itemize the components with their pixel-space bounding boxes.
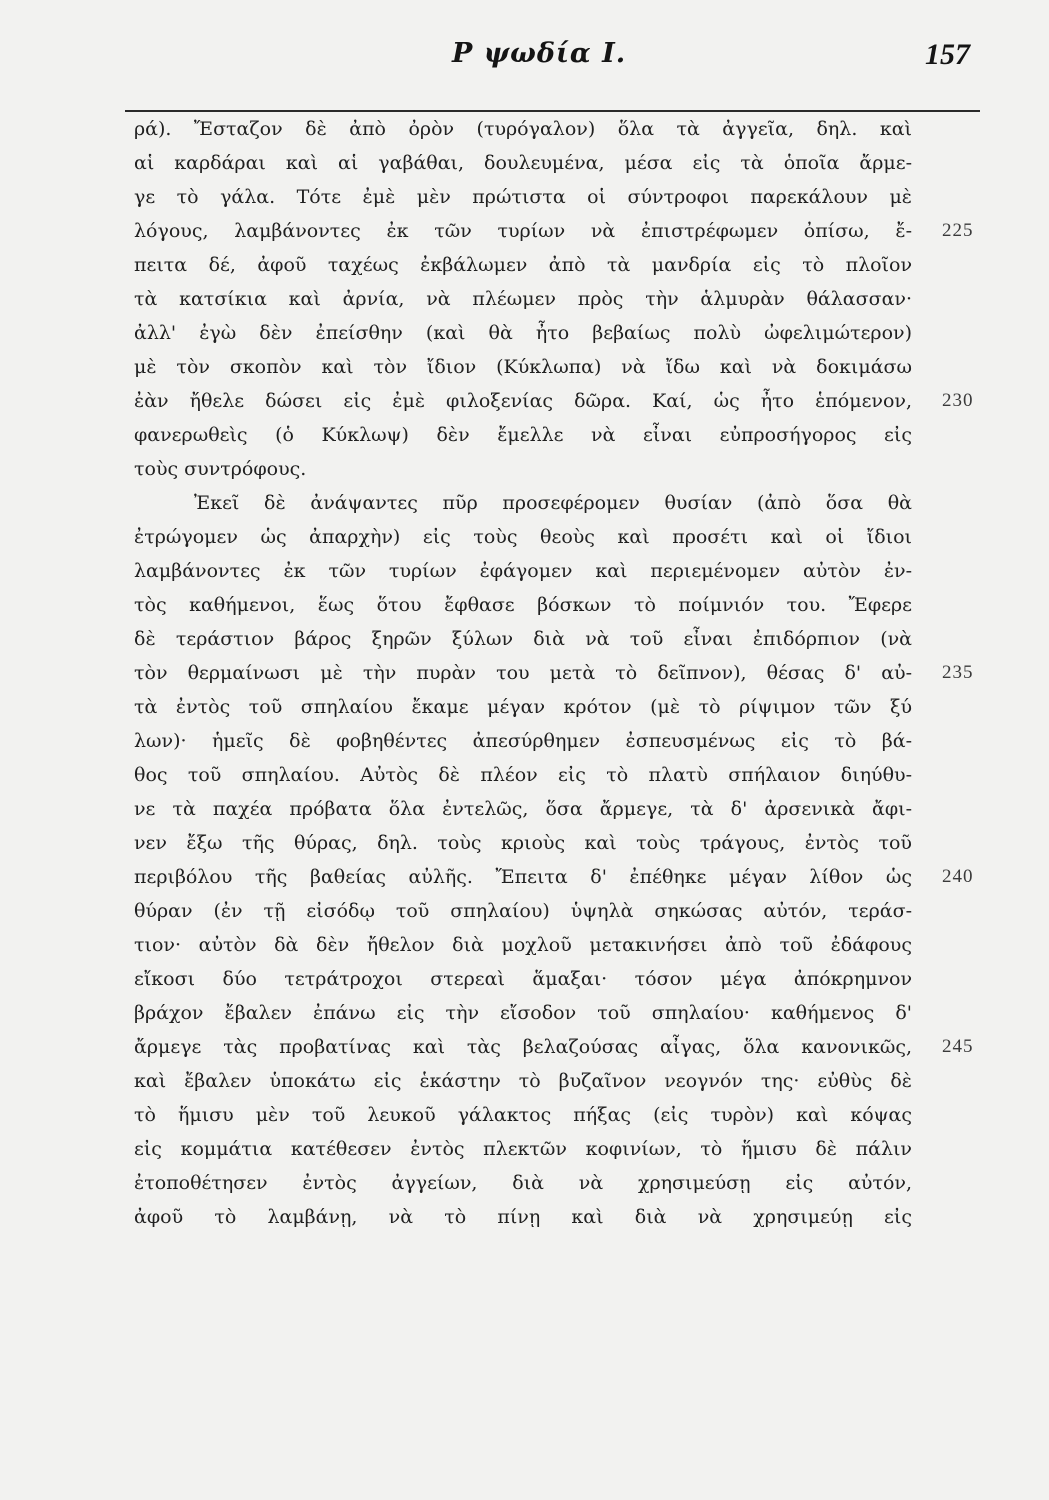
text-line: ἐτρώγομεν ὡς ἀπαρχὴν) εἰς τοὺς θεοὺς καὶ προσέτι καὶ οἱ ἴδιοι — [134, 526, 912, 548]
text-line: δὲ τεράστιον βάρος ξηρῶν ξύλων διὰ νὰ τοῦ εἶναι ἐπιδόρπιον (νὰ — [134, 628, 912, 650]
text-line: καὶ ἔβαλεν ὑποκάτω εἰς ἑκάστην τὸ βυζαῖνον νεογνόν της· εὐθὺς δὲ — [134, 1070, 912, 1092]
text-line: ἐτοποθέτησεν ἐντὸς ἀγγείων, διὰ νὰ χρησιμεύσῃ εἰς αὐτόν, — [134, 1172, 912, 1194]
text-line: τὸς καθήμενοι, ἕως ὅτου ἔφθασε βόσκων τὸ ποίμνιόν του. Ἔφερε — [134, 594, 912, 616]
text-line: εἴκοσι δύο τετράτροχοι στερεαὶ ἅμαξαι· τόσον μέγα ἀπόκρημνον — [134, 968, 912, 990]
text-line: λαμβάνοντες ἐκ τῶν τυρίων ἐφάγομεν καὶ περιεμένομεν αὐτὸν ἐν- — [134, 560, 912, 582]
text-line: τοὺς συντρόφους. — [134, 458, 307, 480]
text-line: τιον· αὐτὸν δὰ δὲν ἤθελον διὰ μοχλοῦ μετακινήσει ἀπὸ τοῦ ἐδάφους — [134, 934, 912, 956]
line-number: 245 — [942, 1036, 974, 1057]
text-line: τὰ κατσίκια καὶ ἀρνία, νὰ πλέωμεν πρὸς τὴν ἁλμυρὰν θάλασσαν· — [134, 288, 912, 310]
text-line: ἀφοῦ τὸ λαμβάνῃ, νὰ τὸ πίνῃ καὶ διὰ νὰ χρησιμεύῃ εἰς — [134, 1206, 912, 1228]
text-line: γε τὸ γάλα. Τότε ἐμὲ μὲν πρώτιστα οἱ σύντροφοι παρεκάλουν μὲ — [134, 186, 912, 208]
text-line: εἰς κομμάτια κατέθεσεν ἐντὸς πλεκτῶν κοφινίων, τὸ ἥμισυ δὲ πάλιν — [134, 1138, 912, 1160]
page-number: 157 — [925, 38, 970, 71]
text-line: ἀλλ' ἐγὼ δὲν ἐπείσθην (καὶ θὰ ἦτο βεβαίως πολὺ ὠφελιμώτερον) — [134, 322, 912, 344]
text-line: μὲ τὸν σκοπὸν καὶ τὸν ἴδιον (Κύκλωπα) νὰ ἴδω καὶ νὰ δοκιμάσω — [134, 356, 912, 378]
text-line: νεν ἔξω τῆς θύρας, δηλ. τοὺς κριοὺς καὶ τοὺς τράγους, ἐντὸς τοῦ — [134, 832, 912, 854]
text-line: Ἐκεῖ δὲ ἀνάψαντες πῦρ προσεφέρομεν θυσίαν (ἀπὸ ὅσα θὰ — [194, 492, 912, 514]
text-line: νε τὰ παχέα πρόβατα ὅλα ἐντελῶς, ὅσα ἄρμεγε, τὰ δ' ἀρσενικὰ ἄφι- — [134, 798, 912, 820]
text-line: περιβόλου τῆς βαθείας αὐλῆς. Ἔπειτα δ' ἐπέθηκε μέγαν λίθον ὡς — [134, 866, 912, 888]
text-line: θύραν (ἐν τῇ εἰσόδῳ τοῦ σπηλαίου) ὑψηλὰ σηκώσας αὐτόν, τεράσ- — [134, 900, 912, 922]
text-line: ρά). Ἔσταζον δὲ ἀπὸ ὀρὸν (τυρόγαλον) ὅλα τὰ ἀγγεῖα, δηλ. καὶ — [134, 118, 912, 140]
text-line: φανερωθεὶς (ὁ Κύκλωψ) δὲν ἔμελλε νὰ εἶναι εὐπροσήγορος εἰς — [134, 424, 912, 446]
text-line: λων)· ἡμεῖς δὲ φοβηθέντες ἀπεσύρθημεν ἐσπευσμένως εἰς τὸ βά- — [134, 730, 912, 752]
line-number: 235 — [942, 662, 974, 683]
text-line: τὰ ἐντὸς τοῦ σπηλαίου ἔκαμε μέγαν κρότον (μὲ τὸ ρίψιμον τῶν ξύ — [134, 696, 912, 718]
text-line: ἄρμεγε τὰς προβατίνας καὶ τὰς βελαζούσας αἶγας, ὅλα κανονικῶς, — [134, 1036, 912, 1058]
line-number: 225 — [942, 220, 974, 241]
text-line: λόγους, λαμβάνοντες ἐκ τῶν τυρίων νὰ ἐπιστρέφωμεν ὀπίσω, ἔ- — [134, 220, 912, 242]
text-line: τὸ ἥμισυ μὲν τοῦ λευκοῦ γάλακτος πήξας (εἰς τυρὸν) καὶ κόψας — [134, 1104, 912, 1126]
running-head — [0, 38, 1049, 78]
line-number: 230 — [942, 390, 974, 411]
text-line: βράχον ἔβαλεν ἐπάνω εἰς τὴν εἴσοδον τοῦ σπηλαίου· καθήμενος δ' — [134, 1002, 912, 1024]
chapter-title: Ρ ψωδία Ι. — [452, 38, 627, 69]
text-line: θος τοῦ σπηλαίου. Αὐτὸς δὲ πλέον εἰς τὸ πλατὺ σπήλαιον διηύθυ- — [134, 764, 912, 786]
line-number: 240 — [942, 866, 974, 887]
text-line: πειτα δέ, ἀφοῦ ταχέως ἐκβάλωμεν ἀπὸ τὰ μανδρία εἰς τὸ πλοῖον — [134, 254, 912, 276]
text-line: τὸν θερμαίνωσι μὲ τὴν πυρὰν του μετὰ τὸ δεῖπνον), θέσας δ' αὐ- — [134, 662, 912, 684]
text-line: αἱ καρδάραι καὶ αἱ γαβάθαι, δουλευμένα, μέσα εἰς τὰ ὁποῖα ἄρμε- — [134, 152, 912, 174]
text-line: ἐὰν ἤθελε δώσει εἰς ἐμὲ φιλοξενίας δῶρα. Καί, ὡς ἦτο ἑπόμενον, — [134, 390, 912, 412]
